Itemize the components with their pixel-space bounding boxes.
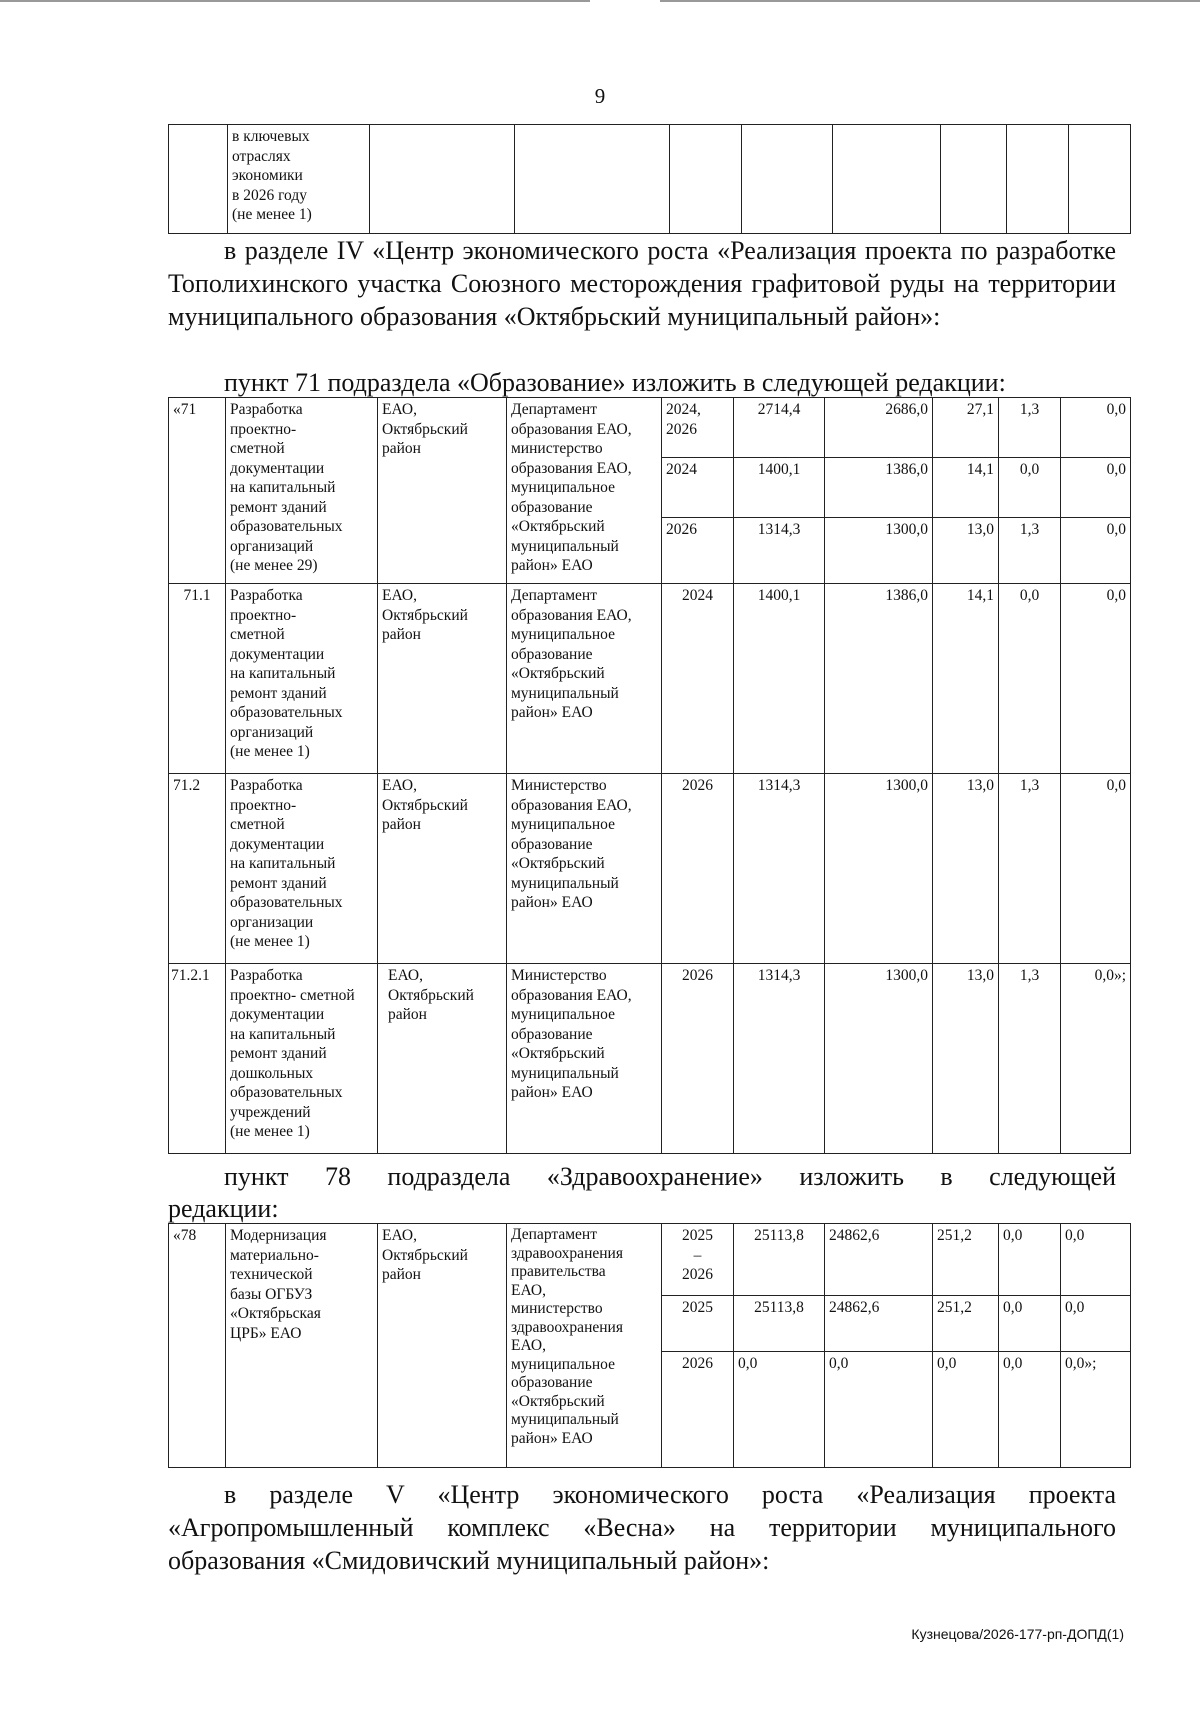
row-name: Разработка проектно- сметной документации на капитальный ремонт зданий дошкольных образовательных учреждений (не менее 1) bbox=[226, 964, 378, 1154]
row-place: ЕАО, Октябрьский район bbox=[378, 774, 507, 964]
row-federal: 1386,0 bbox=[825, 584, 933, 774]
row-federal: 24862,6 bbox=[825, 1224, 933, 1296]
row-year: 2026 bbox=[662, 518, 734, 584]
row-year: 2024 bbox=[662, 458, 734, 518]
row-total: 1314,3 bbox=[734, 518, 825, 584]
row-municipal: 0,0 bbox=[999, 1224, 1061, 1296]
section-5-heading: в разделе V «Центр экономического роста «Реализация проекта «Агропромышленный комплекс «Весна» на территории муниципального образования «Смидовичский муниципальный район»: bbox=[168, 1480, 1116, 1575]
row-number: 71.2.1 bbox=[169, 964, 226, 1154]
row-name: Модернизация материально- технической базы ОГБУЗ «Октябрьская ЦРБ» ЕАО bbox=[226, 1224, 378, 1468]
table-point-71 bbox=[168, 397, 1131, 1154]
row-municipal: 0,0 bbox=[999, 1352, 1061, 1468]
row-executor: Департамент образования ЕАО, муниципальное образование «Октябрьский муниципальный район» ЕАО bbox=[507, 584, 662, 774]
row-name: Разработка проектно- сметной документации на капитальный ремонт зданий образовательных организаций (не менее 29) bbox=[226, 398, 378, 584]
row-regional: 14,1 bbox=[933, 458, 999, 518]
page-number: 9 bbox=[594, 84, 606, 108]
row-municipal: 1,3 bbox=[999, 964, 1061, 1154]
row-total: 2714,4 bbox=[734, 398, 825, 458]
row-year: 2025 bbox=[662, 1296, 734, 1352]
section-4-heading: в разделе IV «Центр экономического роста «Реализация проекта по разработке Тополихинского участка Союзного месторождения графитовой руды на территории муниципального образования «Октябрьский муниципальный район»: bbox=[168, 236, 1116, 331]
row-other: 0,0 bbox=[1061, 1224, 1131, 1296]
row-federal: 1300,0 bbox=[825, 774, 933, 964]
row-regional: 251,2 bbox=[933, 1224, 999, 1296]
row-federal: 24862,6 bbox=[825, 1296, 933, 1352]
row-executor: Министерство образования ЕАО, муниципальное образование «Октябрьский муниципальный район» ЕАО bbox=[507, 964, 662, 1154]
row-other: 0,0 bbox=[1061, 1296, 1131, 1352]
point-78-intro bbox=[168, 1160, 1116, 1193]
row-federal: 1386,0 bbox=[825, 458, 933, 518]
row-total: 1400,1 bbox=[734, 458, 825, 518]
continuation-table bbox=[168, 124, 1131, 234]
row-other: 0,0»; bbox=[1061, 1352, 1131, 1468]
row-year: 2025 – 2026 bbox=[662, 1224, 734, 1296]
table-point-78 bbox=[168, 1223, 1131, 1468]
table-row bbox=[169, 584, 1131, 774]
row-regional: 27,1 bbox=[933, 398, 999, 458]
row-number: «78 bbox=[169, 1224, 226, 1468]
row-total: 25113,8 bbox=[734, 1224, 825, 1296]
row-municipal: 1,3 bbox=[999, 398, 1061, 458]
footer-document-code: Кузнецова/2026-177-рп-ДОПД(1) bbox=[911, 1626, 1124, 1642]
point-78-intro-line1: пункт 78 подраздела «Здравоохранение» изложить в следующей bbox=[224, 1162, 1116, 1191]
row-total: 1314,3 bbox=[734, 964, 825, 1154]
row-total: 25113,8 bbox=[734, 1296, 825, 1352]
table-row bbox=[169, 774, 1131, 964]
row-municipal: 0,0 bbox=[999, 584, 1061, 774]
row-other: 0,0 bbox=[1061, 398, 1131, 458]
row-year: 2024, 2026 bbox=[662, 398, 734, 458]
row-year: 2026 bbox=[662, 964, 734, 1154]
row-other: 0,0 bbox=[1061, 518, 1131, 584]
row-municipal: 0,0 bbox=[999, 1296, 1061, 1352]
row-federal: 2686,0 bbox=[825, 398, 933, 458]
row-number: 71.1 bbox=[169, 584, 226, 774]
point-78-intro-line2: редакции: bbox=[168, 1194, 279, 1223]
row-place: ЕАО, Октябрьский район bbox=[378, 584, 507, 774]
row-municipal: 1,3 bbox=[999, 518, 1061, 584]
row-regional: 14,1 bbox=[933, 584, 999, 774]
row-regional: 13,0 bbox=[933, 774, 999, 964]
row-place: ЕАО, Октябрьский район bbox=[378, 964, 507, 1154]
row-other: 0,0 bbox=[1061, 584, 1131, 774]
row-municipal: 1,3 bbox=[999, 774, 1061, 964]
row-federal: 0,0 bbox=[825, 1352, 933, 1468]
table-row bbox=[169, 964, 1131, 1154]
row-federal: 1300,0 bbox=[825, 964, 933, 1154]
row-executor: Министерство образования ЕАО, муниципальное образование «Октябрьский муниципальный район» ЕАО bbox=[507, 774, 662, 964]
row-number: 71.2 bbox=[169, 774, 226, 964]
row-total: 1400,1 bbox=[734, 584, 825, 774]
row-year: 2026 bbox=[662, 774, 734, 964]
row-year: 2026 bbox=[662, 1352, 734, 1468]
row-executor: Департамент здравоохранения правительства ЕАО, министерство здравоохранения ЕАО, муниципальное образование «Октябрьский муниципальный район» ЕАО bbox=[507, 1224, 662, 1468]
row-other: 0,0 bbox=[1061, 458, 1131, 518]
row-executor: Департамент образования ЕАО, министерство образования ЕАО, муниципальное образование «Октябрьский муниципальный район» ЕАО bbox=[507, 398, 662, 584]
table-row bbox=[169, 398, 1131, 458]
row-federal: 1300,0 bbox=[825, 518, 933, 584]
point-71-intro: пункт 71 подраздела «Образование» изложить в следующей редакции: bbox=[224, 368, 1006, 397]
row-regional: 13,0 bbox=[933, 518, 999, 584]
top-scan-line-left bbox=[0, 0, 590, 2]
row-name: Разработка проектно- сметной документации на капитальный ремонт зданий образовательных организации (не менее 1) bbox=[226, 774, 378, 964]
cell-empty bbox=[169, 125, 228, 234]
row-regional: 0,0 bbox=[933, 1352, 999, 1468]
row-total: 1314,3 bbox=[734, 774, 825, 964]
top-scan-line-right bbox=[660, 0, 1200, 2]
row-regional: 13,0 bbox=[933, 964, 999, 1154]
row-other: 0,0»; bbox=[1061, 964, 1131, 1154]
table-row bbox=[169, 1224, 1131, 1296]
row-number: «71 bbox=[169, 398, 226, 584]
row-place: ЕАО, Октябрьский район bbox=[378, 1224, 507, 1468]
row-regional: 251,2 bbox=[933, 1296, 999, 1352]
row-year: 2024 bbox=[662, 584, 734, 774]
row-municipal: 0,0 bbox=[999, 458, 1061, 518]
row-total: 0,0 bbox=[734, 1352, 825, 1468]
row-name: Разработка проектно- сметной документации на капитальный ремонт зданий образовательных организаций (не менее 1) bbox=[226, 584, 378, 774]
row-other: 0,0 bbox=[1061, 774, 1131, 964]
cell-indicator-text: в ключевых отраслях экономики в 2026 году (не менее 1) bbox=[228, 125, 370, 234]
row-place: ЕАО, Октябрьский район bbox=[378, 398, 507, 584]
